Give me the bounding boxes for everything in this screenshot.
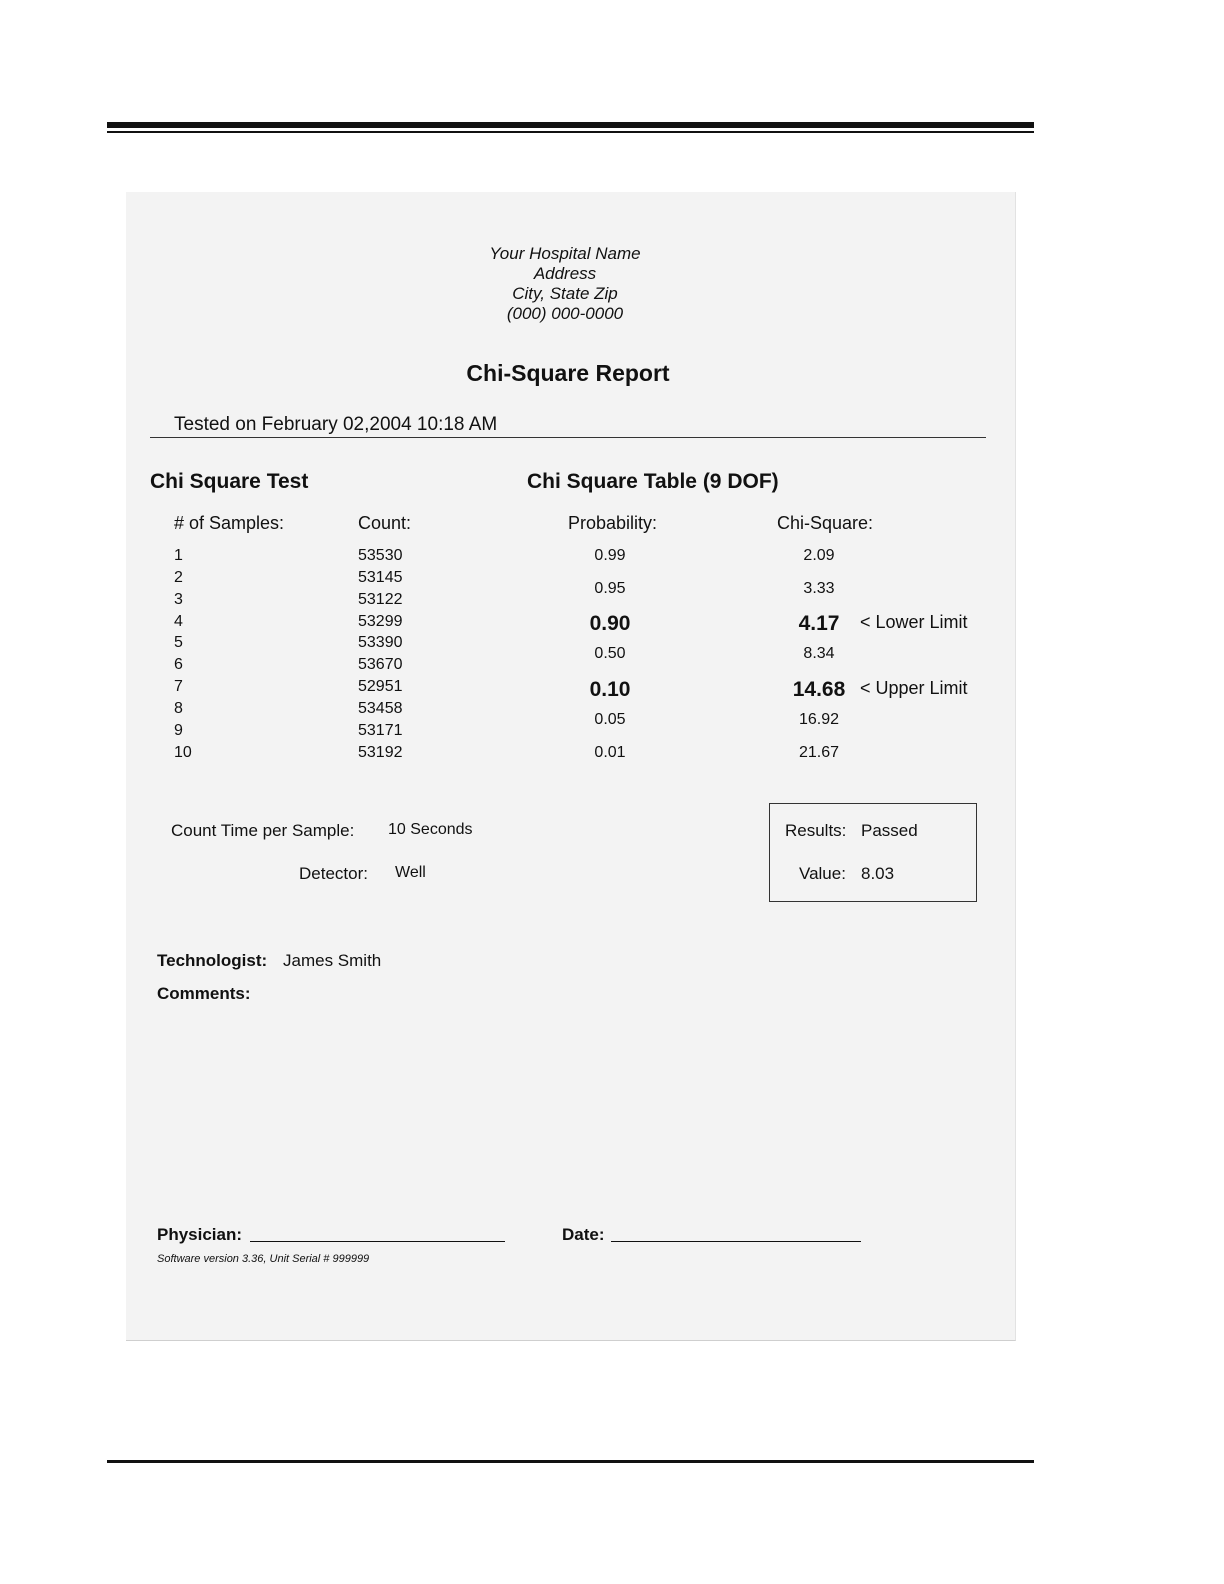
date-signature-line	[611, 1241, 861, 1242]
top-rule-thin	[107, 131, 1034, 133]
sample-number: 1	[174, 547, 183, 564]
probability-value: 0.99	[594, 547, 626, 564]
sample-count: 53299	[358, 613, 403, 630]
report-title: Chi-Square Report	[466, 360, 670, 386]
upper-limit-note: < Upper Limit	[860, 678, 968, 698]
probability-value-upper-limit: 0.10	[589, 678, 631, 701]
sample-number: 2	[174, 569, 183, 586]
top-rule	[107, 122, 1034, 128]
sample-count: 53458	[358, 700, 403, 717]
sample-count: 53530	[358, 547, 403, 564]
count-time-label: Count Time per Sample:	[171, 821, 355, 840]
chi-square-value-lower-limit: 4.17	[798, 612, 840, 635]
sample-count: 52951	[358, 678, 403, 695]
results-label: Results:	[785, 821, 847, 840]
bottom-rule	[107, 1460, 1034, 1463]
sample-number: 9	[174, 722, 183, 739]
probability-value: 0.01	[594, 744, 626, 761]
tested-on: Tested on February 02,2004 10:18 AM	[174, 414, 498, 435]
sample-count: 53145	[358, 569, 403, 586]
count-time-value: 10 Seconds	[388, 821, 473, 838]
value-label: Value:	[799, 864, 846, 883]
tested-on-rule	[150, 437, 986, 438]
chi-square-value: 8.34	[803, 645, 835, 662]
detector-label: Detector:	[299, 864, 368, 883]
hospital-city-state-zip: City, State Zip	[512, 284, 618, 303]
sample-count: 53171	[358, 722, 403, 739]
date-label: Date:	[562, 1225, 605, 1244]
comments-label: Comments:	[157, 984, 251, 1003]
sample-number: 10	[174, 744, 192, 761]
result-value: 8.03	[861, 864, 895, 883]
chi-square-value-upper-limit: 14.68	[792, 678, 846, 701]
probability-value: 0.95	[594, 580, 626, 597]
software-version: Software version 3.36, Unit Serial # 999999	[157, 1253, 370, 1265]
sample-number: 8	[174, 700, 183, 717]
technologist-name: James Smith	[283, 951, 382, 970]
hospital-name: Your Hospital Name	[489, 244, 641, 263]
sample-number: 5	[174, 634, 183, 651]
sample-number: 6	[174, 656, 183, 673]
chi-square-value: 3.33	[803, 580, 835, 597]
sample-number: 7	[174, 678, 183, 695]
sample-count: 53192	[358, 744, 403, 761]
sample-count: 53670	[358, 656, 403, 673]
chi-square-table-title: Chi Square Table (9 DOF)	[527, 470, 779, 493]
chi-square-value: 2.09	[803, 547, 835, 564]
sample-count: 53390	[358, 634, 403, 651]
samples-header: # of Samples:	[174, 513, 285, 533]
chi-square-value: 21.67	[798, 744, 840, 761]
physician-signature-line	[250, 1241, 505, 1242]
results-box	[769, 803, 977, 902]
sample-count: 53122	[358, 591, 403, 608]
chi-square-value: 16.92	[798, 711, 840, 728]
results-status: Passed	[861, 821, 918, 840]
probability-value-lower-limit: 0.90	[589, 612, 631, 635]
detector-value: Well	[395, 864, 426, 881]
hospital-address: Address	[533, 264, 597, 283]
hospital-phone: (000) 000-0000	[506, 304, 624, 323]
probability-value: 0.05	[594, 711, 626, 728]
probability-header: Probability:	[568, 513, 658, 533]
lower-limit-note: < Lower Limit	[860, 612, 968, 632]
count-header: Count:	[358, 513, 412, 533]
chi-square-test-title: Chi Square Test	[150, 470, 309, 493]
probability-value: 0.50	[594, 645, 626, 662]
sample-number: 3	[174, 591, 183, 608]
physician-label: Physician:	[157, 1225, 243, 1244]
chi-square-header: Chi-Square:	[777, 513, 874, 533]
sample-number: 4	[174, 613, 183, 630]
technologist-label: Technologist:	[157, 951, 268, 970]
